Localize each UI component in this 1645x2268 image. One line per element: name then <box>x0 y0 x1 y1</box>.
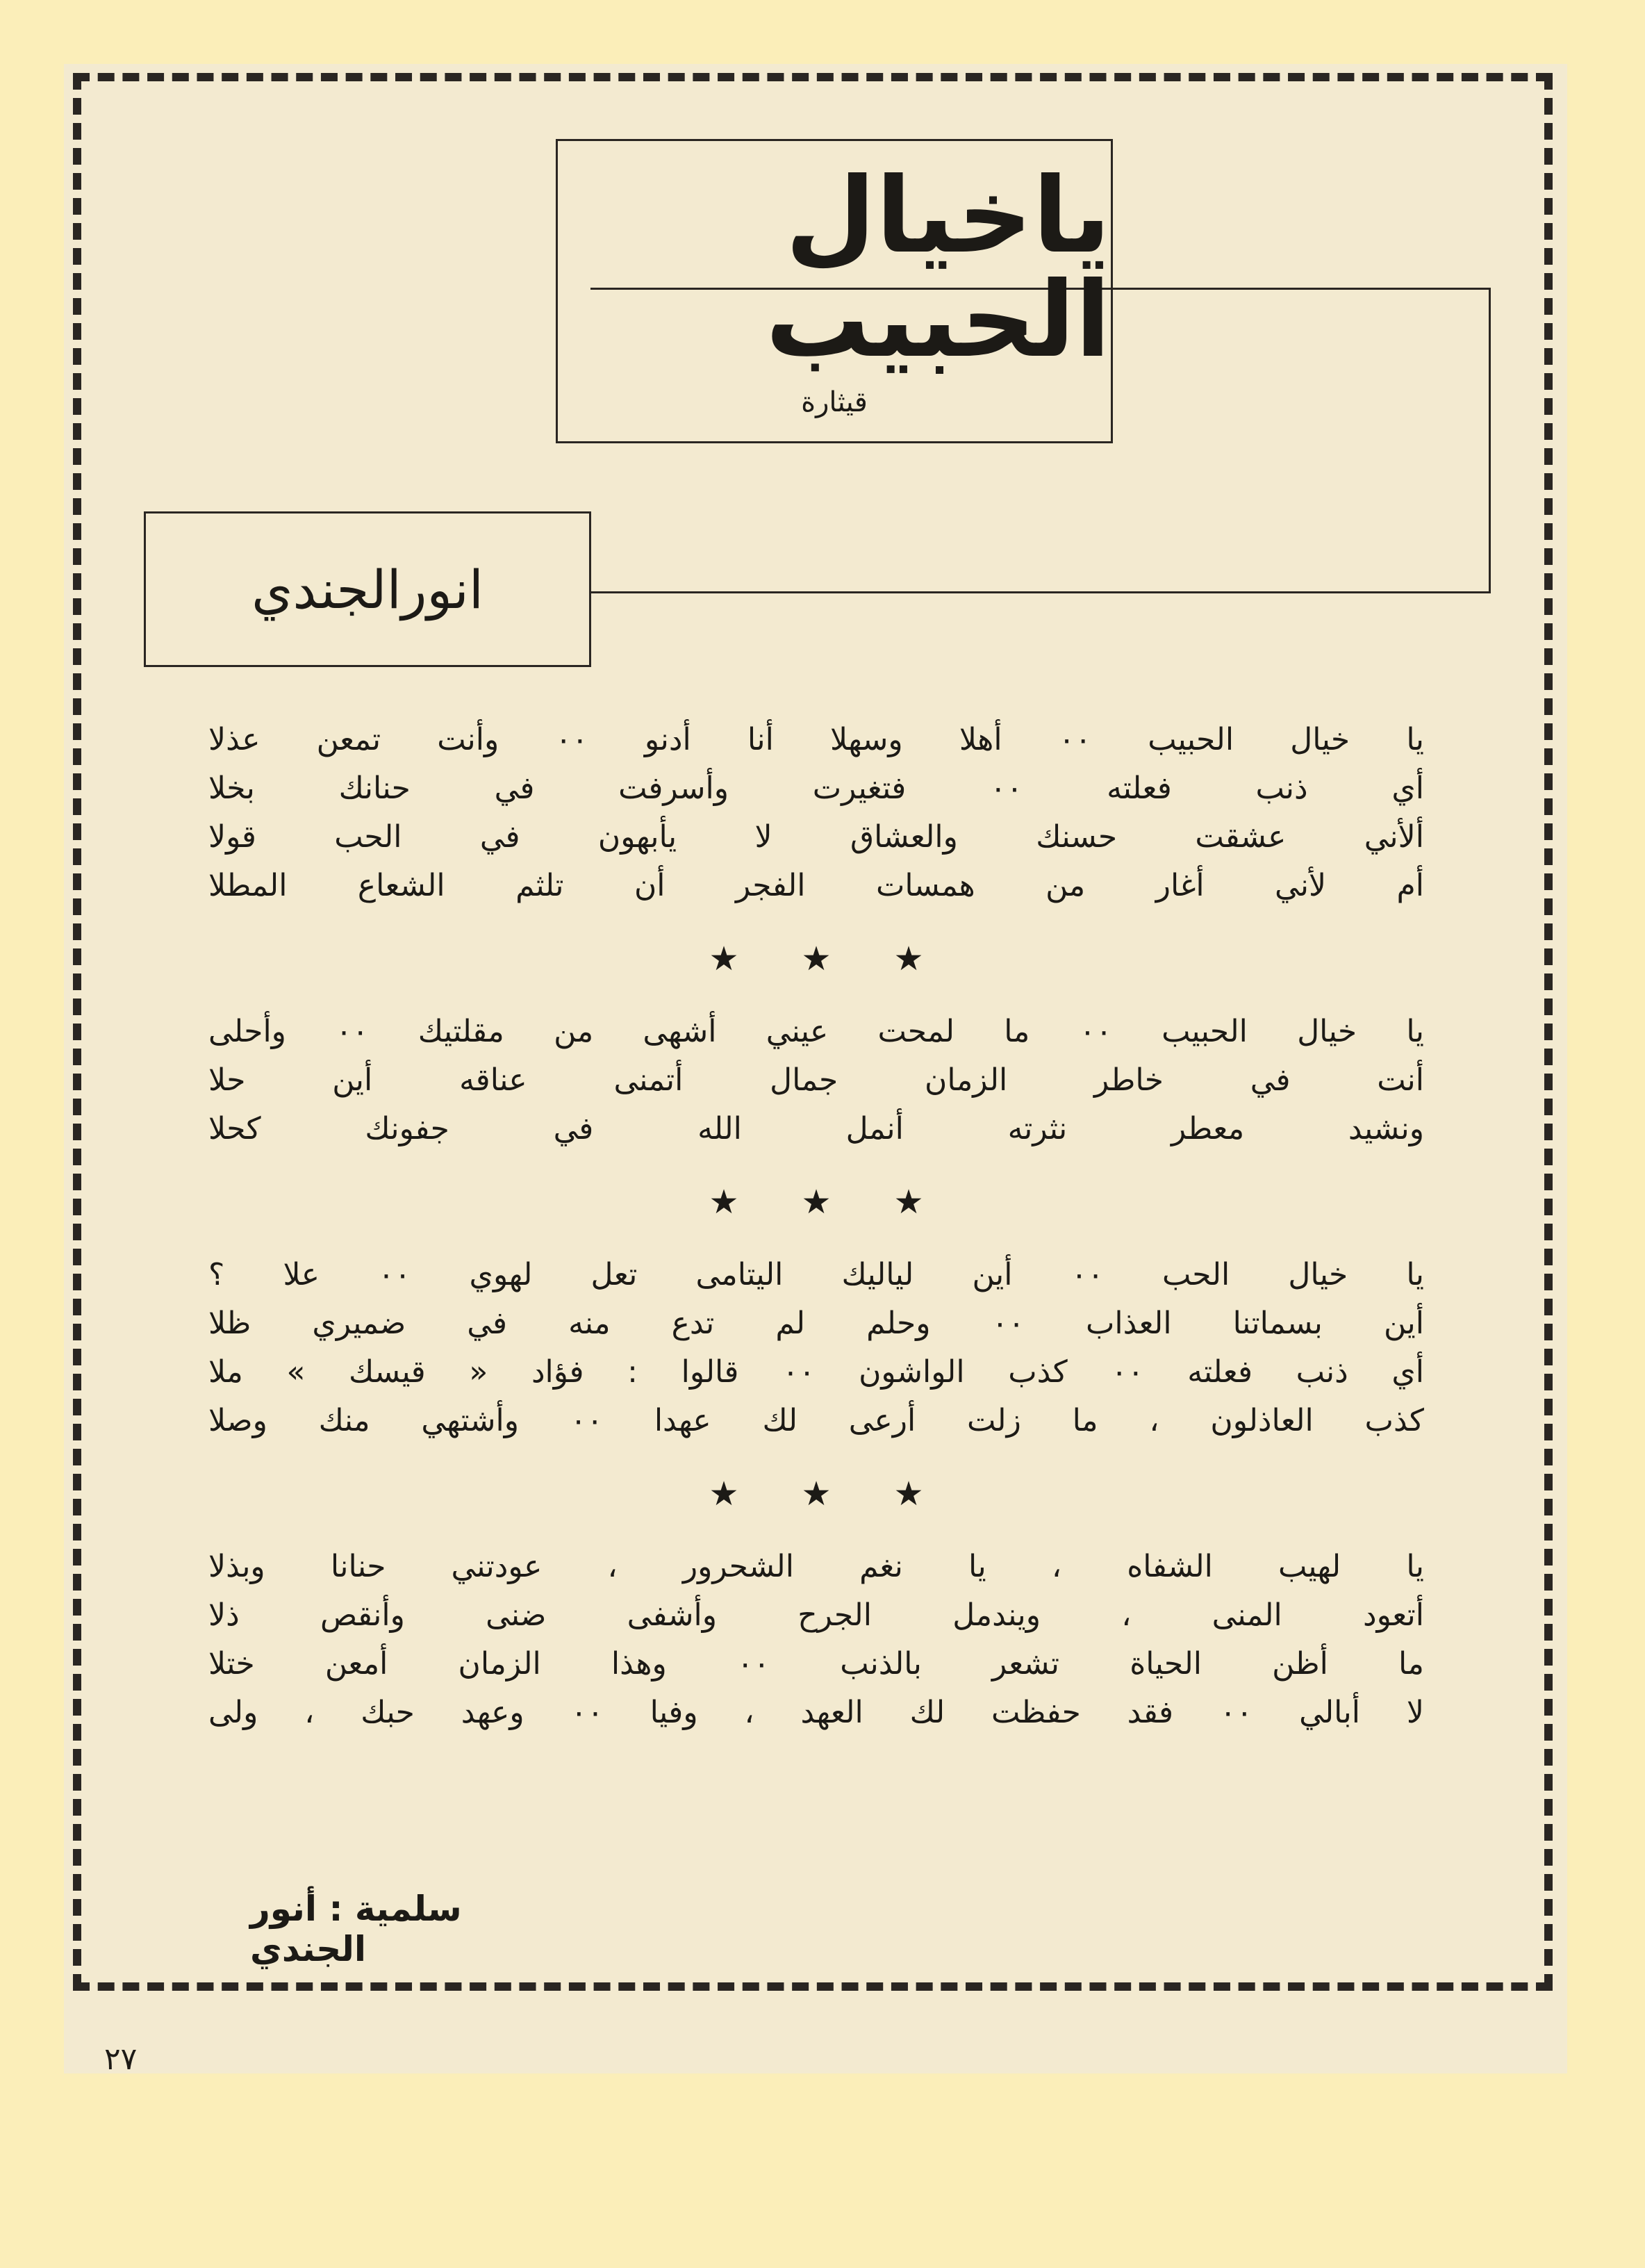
star-separator <box>208 1153 1424 1251</box>
star-icon: ★ <box>709 939 739 978</box>
verse-line: ونشيد معطر نثرته أنمل الله في جفونك كحلا <box>208 1111 1424 1147</box>
stanza-2 <box>208 1008 1424 1153</box>
signature: سلمية : أنور الجندي <box>250 1889 462 1969</box>
title-box <box>556 139 1113 443</box>
verse-line: أتعود المنى ، ويندمل الجرح وأشفى ضنى وأنقص ذلا <box>208 1597 1424 1633</box>
poem-body <box>208 716 1424 1737</box>
stanza-4 <box>208 1543 1424 1737</box>
author-name-heading: انورالجندي <box>251 558 483 621</box>
verse-line: ما أظن الحياة تشعر بالذنب ٠٠ وهذا الزمان أمعن ختلا <box>208 1646 1424 1682</box>
verse-line: يا خيال الحبيب ٠٠ أهلا وسهلا أنا أدنو ٠٠ وأنت تمعن عذلا <box>208 722 1424 757</box>
star-icon: ★ <box>709 1474 739 1513</box>
verse-line: أي ذنب فعلته ٠٠ كذب الواشون ٠٠ قالوا : فؤاد « قيسك » ملا <box>208 1354 1424 1390</box>
page-number: ٢٧ <box>104 2041 138 2077</box>
star-icon: ★ <box>893 939 924 978</box>
star-icon: ★ <box>893 1183 924 1222</box>
verse-line: أي ذنب فعلته ٠٠ فتغيرت وأسرفت في حنانك بخلا <box>208 771 1424 806</box>
stanza-1 <box>208 716 1424 910</box>
verse-line: أم لأني أغار من همسات الفجر أن تلثم الشعاع المطلا <box>208 868 1424 903</box>
title-subscript: قيثارة <box>801 386 868 418</box>
verse-line: يا خيال الحب ٠٠ أين لياليك اليتامى تعل لهوي ٠٠ علا ؟ <box>208 1257 1424 1292</box>
verse-line: يا خيال الحبيب ٠٠ ما لمحت عيني أشهى من مقلتيك ٠٠ وأحلى <box>208 1014 1424 1049</box>
star-icon: ★ <box>893 1474 924 1513</box>
star-icon: ★ <box>709 1183 739 1222</box>
verse-line: أين بسماتنا العذاب ٠٠ وحلم لم تدع منه في ضميري ظلا <box>208 1306 1424 1341</box>
verse-line: يا لهيب الشفاه ، يا نغم الشحرور ، عودتني حنانا وبذلا <box>208 1549 1424 1584</box>
poem-title: ياخيال الحبيب <box>765 156 1111 381</box>
verse-line: كذب العاذلون ، ما زلت أرعى لك عهدا ٠٠ وأشتهي منك وصلا <box>208 1403 1424 1438</box>
verse-line: ألأني عشقت حسنك والعشاق لا يأبهون في الحب قولا <box>208 819 1424 855</box>
star-separator <box>208 910 1424 1008</box>
stanza-3 <box>208 1251 1424 1445</box>
author-box <box>144 511 591 667</box>
star-icon: ★ <box>801 1183 832 1222</box>
star-separator <box>208 1445 1424 1543</box>
verse-line: أنت في خاطر الزمان جمال أتمنى عناقه أين حلا <box>208 1062 1424 1098</box>
verse-line: لا أبالي ٠٠ فقد حفظت لك العهد ، وفيا ٠٠ وعهد حبك ، ولى <box>208 1695 1424 1730</box>
star-icon: ★ <box>801 939 832 978</box>
star-icon: ★ <box>801 1474 832 1513</box>
